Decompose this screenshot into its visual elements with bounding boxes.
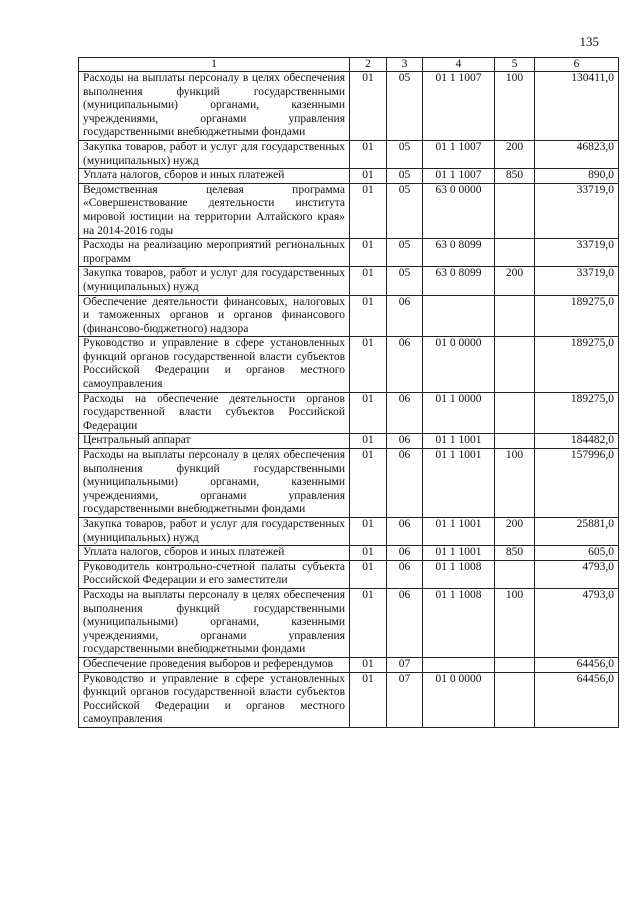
cell-expense-type xyxy=(495,657,535,672)
cell-subsection: 05 xyxy=(387,140,423,168)
cell-target-article xyxy=(423,295,495,337)
cell-section: 01 xyxy=(350,295,387,337)
cell-subsection: 05 xyxy=(387,72,423,141)
cell-name: Расходы на выплаты персоналу в целях обеспечения выполнения функций государственными (муниципальными) органами, казенными учреждениями, органами управления государственными внебюджетными фондами xyxy=(79,449,350,518)
cell-expense-type xyxy=(495,183,535,238)
budget-table xyxy=(78,57,619,728)
cell-subsection: 05 xyxy=(387,267,423,295)
cell-expense-type: 200 xyxy=(495,518,535,546)
table-row xyxy=(79,588,619,657)
cell-target-article: 01 0 0000 xyxy=(423,337,495,392)
cell-subsection: 05 xyxy=(387,183,423,238)
cell-name: Закупка товаров, работ и услуг для государственных (муниципальных) нужд xyxy=(79,140,350,168)
table-row xyxy=(79,295,619,337)
cell-section: 01 xyxy=(350,140,387,168)
cell-target-article: 01 1 1007 xyxy=(423,140,495,168)
cell-expense-type xyxy=(495,392,535,434)
cell-section: 01 xyxy=(350,337,387,392)
cell-target-article: 01 1 1001 xyxy=(423,434,495,449)
column-header-subsection: 3 xyxy=(387,58,423,72)
cell-subsection: 06 xyxy=(387,560,423,588)
table-row xyxy=(79,239,619,267)
cell-expense-type xyxy=(495,295,535,337)
cell-name: Руководство и управление в сфере установленных функций органов государственной власти субъектов Российской Федерации и органов местного самоуправления xyxy=(79,337,350,392)
cell-amount: 157996,0 xyxy=(535,449,619,518)
cell-amount: 189275,0 xyxy=(535,392,619,434)
cell-subsection: 06 xyxy=(387,449,423,518)
cell-amount: 130411,0 xyxy=(535,72,619,141)
table-row xyxy=(79,337,619,392)
column-header-name: 1 xyxy=(79,58,350,72)
cell-target-article: 01 1 1001 xyxy=(423,449,495,518)
cell-amount: 33719,0 xyxy=(535,239,619,267)
cell-section: 01 xyxy=(350,392,387,434)
column-header-target-article: 4 xyxy=(423,58,495,72)
page-number: 135 xyxy=(579,34,599,49)
cell-amount: 184482,0 xyxy=(535,434,619,449)
cell-expense-type: 100 xyxy=(495,449,535,518)
cell-expense-type xyxy=(495,672,535,727)
cell-name: Обеспечение деятельности финансовых, налоговых и таможенных органов и органов финансового (финансово-бюджетного) надзора xyxy=(79,295,350,337)
cell-amount: 64456,0 xyxy=(535,657,619,672)
cell-subsection: 07 xyxy=(387,672,423,727)
cell-subsection: 06 xyxy=(387,337,423,392)
cell-section: 01 xyxy=(350,169,387,184)
cell-section: 01 xyxy=(350,449,387,518)
cell-expense-type xyxy=(495,337,535,392)
table-row xyxy=(79,560,619,588)
cell-name: Руководитель контрольно-счетной палаты субъекта Российской Федерации и его заместители xyxy=(79,560,350,588)
table-body xyxy=(79,72,619,728)
table-row xyxy=(79,140,619,168)
cell-section: 01 xyxy=(350,72,387,141)
cell-amount: 25881,0 xyxy=(535,518,619,546)
cell-target-article: 63 0 8099 xyxy=(423,267,495,295)
cell-subsection: 06 xyxy=(387,588,423,657)
table-row xyxy=(79,434,619,449)
cell-target-article: 01 1 0000 xyxy=(423,392,495,434)
table-row xyxy=(79,169,619,184)
cell-section: 01 xyxy=(350,434,387,449)
cell-amount: 189275,0 xyxy=(535,295,619,337)
cell-subsection: 05 xyxy=(387,169,423,184)
cell-amount: 890,0 xyxy=(535,169,619,184)
cell-target-article: 01 1 1008 xyxy=(423,560,495,588)
table-header-row xyxy=(79,58,619,72)
table-row xyxy=(79,449,619,518)
cell-name: Расходы на выплаты персоналу в целях обеспечения выполнения функций государственными (муниципальными) органами, казенными учреждениями, органами управления государственными внебюджетными фондами xyxy=(79,72,350,141)
cell-subsection: 06 xyxy=(387,546,423,561)
cell-amount: 33719,0 xyxy=(535,183,619,238)
table-row xyxy=(79,518,619,546)
cell-name: Расходы на выплаты персоналу в целях обеспечения выполнения функций государственными (муниципальными) органами, казенными учреждениями, органами управления государственными внебюджетными фондами xyxy=(79,588,350,657)
table-row xyxy=(79,657,619,672)
column-header-section: 2 xyxy=(350,58,387,72)
cell-expense-type: 100 xyxy=(495,588,535,657)
table-row xyxy=(79,672,619,727)
cell-amount: 33719,0 xyxy=(535,267,619,295)
cell-name: Ведомственная целевая программа «Совершенствование деятельности института мировой юстиции на территории Алтайского края» на 2014-2016 годы xyxy=(79,183,350,238)
cell-target-article: 01 1 1008 xyxy=(423,588,495,657)
table-row xyxy=(79,546,619,561)
cell-amount: 4793,0 xyxy=(535,588,619,657)
cell-name: Расходы на реализацию мероприятий региональных программ xyxy=(79,239,350,267)
cell-section: 01 xyxy=(350,657,387,672)
cell-amount: 189275,0 xyxy=(535,337,619,392)
column-header-expense-type: 5 xyxy=(495,58,535,72)
cell-expense-type: 850 xyxy=(495,546,535,561)
column-header-amount: 6 xyxy=(535,58,619,72)
cell-section: 01 xyxy=(350,672,387,727)
cell-subsection: 06 xyxy=(387,518,423,546)
table-row xyxy=(79,392,619,434)
cell-subsection: 06 xyxy=(387,392,423,434)
cell-section: 01 xyxy=(350,239,387,267)
cell-target-article xyxy=(423,657,495,672)
cell-target-article: 63 0 8099 xyxy=(423,239,495,267)
cell-target-article: 63 0 0000 xyxy=(423,183,495,238)
cell-target-article: 01 1 1007 xyxy=(423,72,495,141)
cell-subsection: 05 xyxy=(387,239,423,267)
cell-target-article: 01 0 0000 xyxy=(423,672,495,727)
cell-section: 01 xyxy=(350,267,387,295)
cell-subsection: 06 xyxy=(387,295,423,337)
cell-section: 01 xyxy=(350,183,387,238)
cell-expense-type xyxy=(495,560,535,588)
cell-name: Обеспечение проведения выборов и референдумов xyxy=(79,657,350,672)
cell-section: 01 xyxy=(350,546,387,561)
cell-target-article: 01 1 1001 xyxy=(423,518,495,546)
cell-name: Закупка товаров, работ и услуг для государственных (муниципальных) нужд xyxy=(79,267,350,295)
cell-amount: 605,0 xyxy=(535,546,619,561)
cell-expense-type: 200 xyxy=(495,267,535,295)
cell-name: Расходы на обеспечение деятельности органов государственной власти субъектов Российской Федерации xyxy=(79,392,350,434)
cell-expense-type: 850 xyxy=(495,169,535,184)
cell-expense-type: 200 xyxy=(495,140,535,168)
cell-amount: 4793,0 xyxy=(535,560,619,588)
table-row xyxy=(79,183,619,238)
cell-target-article: 01 1 1007 xyxy=(423,169,495,184)
cell-name: Уплата налогов, сборов и иных платежей xyxy=(79,546,350,561)
cell-expense-type xyxy=(495,239,535,267)
table-row xyxy=(79,72,619,141)
cell-name: Уплата налогов, сборов и иных платежей xyxy=(79,169,350,184)
cell-target-article: 01 1 1001 xyxy=(423,546,495,561)
cell-section: 01 xyxy=(350,560,387,588)
cell-section: 01 xyxy=(350,518,387,546)
cell-amount: 64456,0 xyxy=(535,672,619,727)
cell-subsection: 06 xyxy=(387,434,423,449)
cell-section: 01 xyxy=(350,588,387,657)
table-row xyxy=(79,267,619,295)
cell-expense-type xyxy=(495,434,535,449)
cell-expense-type: 100 xyxy=(495,72,535,141)
cell-name: Закупка товаров, работ и услуг для государственных (муниципальных) нужд xyxy=(79,518,350,546)
cell-amount: 46823,0 xyxy=(535,140,619,168)
cell-name: Центральный аппарат xyxy=(79,434,350,449)
cell-subsection: 07 xyxy=(387,657,423,672)
cell-name: Руководство и управление в сфере установленных функций органов государственной власти субъектов Российской Федерации и органов местного самоуправления xyxy=(79,672,350,727)
